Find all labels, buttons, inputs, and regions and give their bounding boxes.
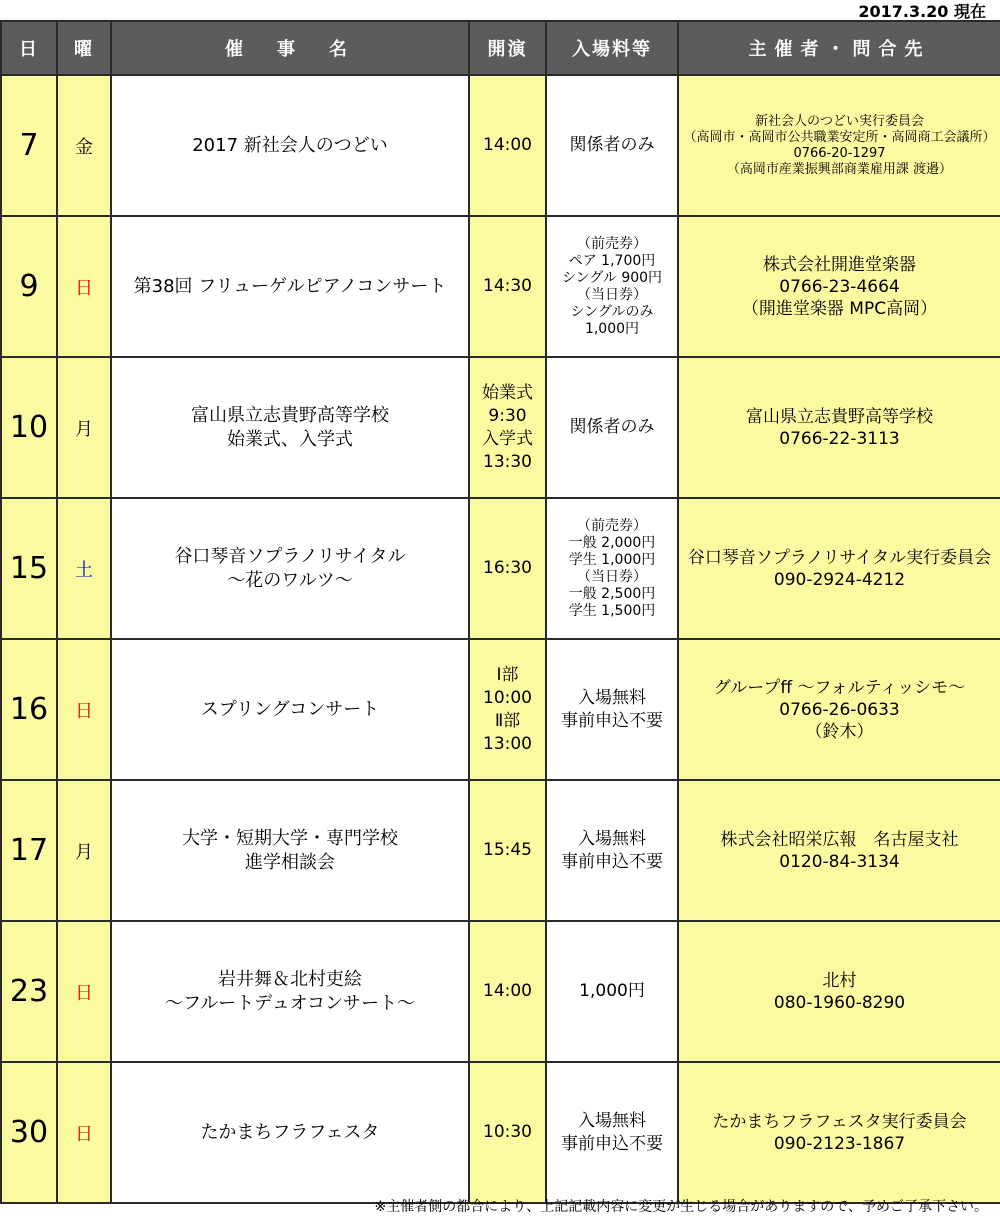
start-time-cell [469,639,546,780]
fee-line: 1,000円 [579,981,645,1001]
organizer-cell [678,1062,1000,1203]
weekday-cell: 金 [57,75,111,216]
fee-cell [546,1062,678,1203]
fee-line: （前売券） [577,235,647,252]
organizer-line: 090-2123-1867 [773,1133,906,1154]
as-of-date: 2017.3.20 現在 [858,2,986,21]
table-row [1,75,1000,216]
event-name-line: 富山県立志貴野高等学校 [191,404,389,426]
event-name-cell [111,780,469,921]
event-name-line: 2017 新社会人のつどい [192,134,388,156]
organizer-cell [678,216,1000,357]
event-name-line: 大学・短期大学・専門学校 [182,827,398,849]
organizer-line: グループff ～フォルティッシモ～ [713,677,966,698]
table-row [1,357,1000,498]
weekday-cell: 日 [57,921,111,1062]
event-name-cell [111,1062,469,1203]
fee-line: （当日券） [577,286,647,303]
header-organizer: 主催者・問合先 [678,21,1000,75]
fee-line: 関係者のみ [569,135,655,155]
fee-line: 事前申込不要 [561,851,663,872]
table-row [1,780,1000,921]
fee-line: 関係者のみ [569,417,655,437]
header-event: 催 事 名 [111,21,469,75]
organizer-line: 090-2924-4212 [773,569,906,590]
start-time-cell [469,498,546,639]
organizer-line: （鈴木） [805,721,874,742]
event-name-line: スプリングコンサート [200,698,380,720]
event-name-line: ～花のワルツ～ [227,569,353,591]
event-name-line: 岩井舞＆北村吏絵 [218,968,362,990]
event-name-cell [111,216,469,357]
organizer-line: 新社会人のつどい実行委員会 [754,113,924,129]
fee-line: シングルのみ [570,303,654,320]
start-time-line: 14:00 [483,135,532,155]
organizer-line: 株式会社昭栄広報 名古屋支社 [720,829,959,850]
fee-line: 一般 2,500円 [568,585,656,602]
weekday-cell: 月 [57,357,111,498]
header-start: 開演 [469,21,546,75]
fee-line: （当日券） [577,568,647,585]
event-name-cell [111,357,469,498]
event-name-line: 谷口琴音ソプラノリサイタル [174,545,406,567]
start-time-line: 14:30 [483,276,532,296]
start-time-cell [469,75,546,216]
weekday-cell: 日 [57,639,111,780]
event-name-line: 第38回 フリューゲルピアノコンサート [133,275,447,297]
fee-cell [546,498,678,639]
event-name-line: ～フルートデュオコンサート～ [164,992,416,1014]
weekday-cell: 日 [57,216,111,357]
organizer-line: （開進堂楽器 MPC高岡） [741,298,938,319]
fee-line: 入場無料 [578,828,646,849]
fee-line: 入場無料 [578,1110,646,1131]
fee-cell [546,780,678,921]
fee-cell [546,216,678,357]
header-weekday: 曜 [57,21,111,75]
fee-line: ペア 1,700円 [568,252,656,269]
event-name-line: 進学相談会 [245,851,335,873]
event-name-cell [111,921,469,1062]
footnote: ※主催者側の都合により、上記記載内容に変更が生じる場合がありますので、予めご了承下さい。 [374,1199,988,1215]
organizer-cell [678,780,1000,921]
fee-line: 学生 1,000円 [568,551,656,568]
start-time-line: 10:00 [483,687,532,708]
organizer-cell [678,498,1000,639]
day-cell: 10 [1,357,57,498]
organizer-cell [678,357,1000,498]
start-time-cell [469,780,546,921]
organizer-line: 080-1960-8290 [773,992,906,1013]
fee-line: （前売券） [577,517,647,534]
day-cell: 16 [1,639,57,780]
event-name-line: 始業式、入学式 [227,428,353,450]
start-time-line: Ⅰ部 [496,664,519,685]
table-row [1,1062,1000,1203]
start-time-cell [469,357,546,498]
organizer-line: （高岡市産業振興部商業雇用課 渡邉） [726,161,953,177]
organizer-line: 北村 [822,970,857,991]
fee-cell [546,357,678,498]
day-cell: 30 [1,1062,57,1203]
day-cell: 23 [1,921,57,1062]
weekday-cell: 日 [57,1062,111,1203]
organizer-line: 0766-20-1297 [793,145,886,161]
event-name-line: たかまちフラフェスタ [200,1121,380,1143]
organizer-line: たかまちフラフェスタ実行委員会 [712,1111,967,1132]
event-schedule-table [0,20,1000,1204]
day-cell: 7 [1,75,57,216]
event-name-cell [111,75,469,216]
weekday-cell: 土 [57,498,111,639]
organizer-cell [678,75,1000,216]
start-time-line: 13:30 [483,451,532,472]
table-row [1,921,1000,1062]
start-time-cell [469,921,546,1062]
fee-cell [546,75,678,216]
start-time-line: 13:00 [483,733,532,754]
start-time-line: 15:45 [483,840,532,860]
fee-cell [546,639,678,780]
fee-cell [546,921,678,1062]
start-time-line: 入学式 [482,428,533,449]
organizer-line: 谷口琴音ソプラノリサイタル実行委員会 [687,547,992,568]
start-time-cell [469,216,546,357]
fee-line: 事前申込不要 [561,1133,663,1154]
organizer-cell [678,639,1000,780]
start-time-line: 10:30 [483,1122,532,1142]
fee-line: 一般 2,000円 [568,534,656,551]
header-day: 日 [1,21,57,75]
organizer-line: （高岡市・高岡市公共職業安定所・高岡商工会議所） [683,129,996,145]
fee-line: シングル 900円 [561,269,663,286]
table-row [1,639,1000,780]
table-row [1,216,1000,357]
organizer-line: 0766-23-4664 [779,276,900,297]
start-time-line: 9:30 [488,405,527,426]
start-time-line: 16:30 [483,558,532,578]
event-name-cell [111,639,469,780]
organizer-cell [678,921,1000,1062]
organizer-line: 0766-22-3113 [779,428,900,449]
fee-line: 学生 1,500円 [568,602,656,619]
start-time-cell [469,1062,546,1203]
weekday-cell: 月 [57,780,111,921]
fee-line: 事前申込不要 [561,710,663,731]
day-cell: 9 [1,216,57,357]
organizer-line: 0120-84-3134 [779,851,900,872]
start-time-line: Ⅱ部 [494,710,521,731]
header-fee: 入場料等 [546,21,678,75]
fee-line: 1,000円 [584,320,640,337]
table-row [1,498,1000,639]
organizer-line: 富山県立志貴野高等学校 [746,406,933,427]
organizer-line: 株式会社開進堂楽器 [763,254,916,275]
header-row [1,21,1000,75]
start-time-line: 始業式 [482,382,533,403]
day-cell: 15 [1,498,57,639]
start-time-line: 14:00 [483,981,532,1001]
organizer-line: 0766-26-0633 [779,699,900,720]
event-name-cell [111,498,469,639]
fee-line: 入場無料 [578,687,646,708]
day-cell: 17 [1,780,57,921]
